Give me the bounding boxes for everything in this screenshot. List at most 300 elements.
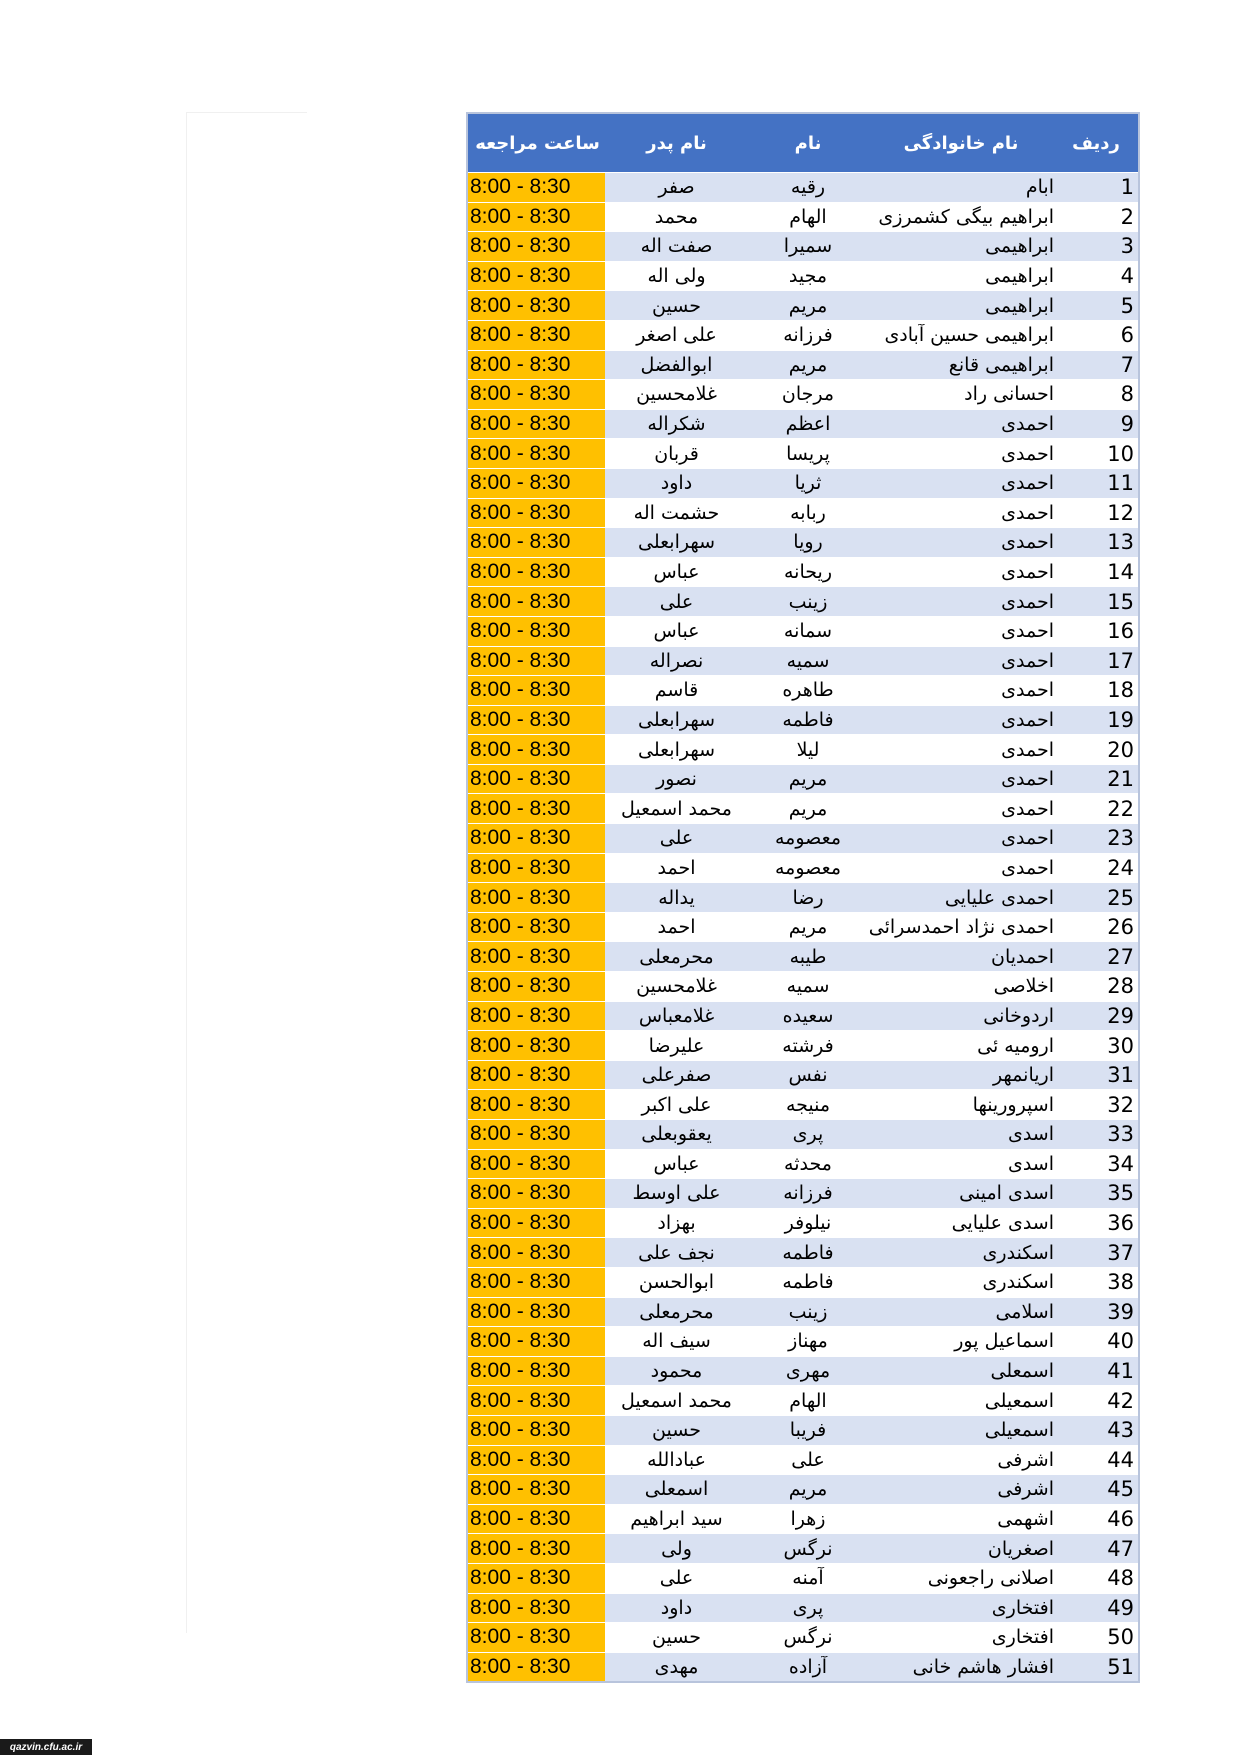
left-margin-strip — [186, 112, 307, 1633]
family-cell: ابراهیمی قانع — [948, 353, 1054, 376]
father-cell: عباس — [653, 561, 700, 584]
father-cell: اسمعلی — [644, 1478, 709, 1501]
table-row — [468, 350, 1138, 380]
name-cell: نرگس — [783, 1537, 833, 1560]
father-cell: علی اوسط — [632, 1182, 721, 1205]
time-cell: 8:00 - 8:30 — [468, 735, 605, 764]
family-cell: اشرفی — [997, 1478, 1054, 1501]
father-cell: سیف اله — [642, 1330, 711, 1353]
father-cell: نصراله — [649, 649, 704, 672]
family-cell: احمدی — [1001, 649, 1054, 672]
name-cell: فریبا — [789, 1419, 827, 1442]
name-cell: مریم — [788, 353, 828, 376]
father-cell: محمود — [650, 1360, 703, 1383]
row-number: 1 — [1120, 175, 1134, 200]
table-row — [468, 793, 1138, 823]
table-row — [468, 231, 1138, 261]
family-cell: اسدی — [1007, 1152, 1054, 1175]
name-cell: سمانه — [783, 620, 833, 643]
name-cell: مریم — [788, 1478, 828, 1501]
name-cell: زهرا — [790, 1508, 826, 1531]
row-number: 11 — [1107, 471, 1134, 496]
table-row — [468, 1652, 1138, 1682]
table-row — [468, 971, 1138, 1001]
name-cell: فرزانه — [783, 324, 833, 347]
father-cell: حسین — [652, 1626, 701, 1649]
appointment-table — [466, 112, 1140, 1683]
father-cell: بهزاد — [657, 1212, 696, 1235]
father-cell: نجف علی — [638, 1241, 715, 1264]
time-cell: 8:00 - 8:30 — [468, 1653, 605, 1682]
row-number: 19 — [1107, 707, 1134, 732]
family-cell: احمدی — [1001, 797, 1054, 820]
table-row — [468, 1030, 1138, 1060]
family-cell: اردوخانی — [983, 1004, 1054, 1027]
row-number: 43 — [1107, 1418, 1134, 1443]
time-cell: 8:00 - 8:30 — [468, 1238, 605, 1267]
time-cell: 8:00 - 8:30 — [468, 972, 605, 1001]
father-cell: علی — [659, 590, 694, 613]
table-row — [468, 616, 1138, 646]
time-cell: 8:00 - 8:30 — [468, 1120, 605, 1149]
table-row — [468, 1237, 1138, 1267]
time-cell: 8:00 - 8:30 — [468, 1298, 605, 1327]
family-cell: اسدی امینی — [959, 1182, 1054, 1205]
row-number: 42 — [1107, 1388, 1134, 1413]
father-cell: صفت اله — [640, 235, 713, 258]
table-row — [468, 912, 1138, 942]
father-cell: علی — [659, 1567, 694, 1590]
family-cell: احمدی نژاد احمدسرائی — [868, 916, 1054, 939]
name-cell: سعیده — [782, 1004, 834, 1027]
table-row — [468, 202, 1138, 232]
table-row — [468, 1593, 1138, 1623]
row-number: 29 — [1107, 1003, 1134, 1028]
family-cell: ابراهیمی — [985, 294, 1054, 317]
family-cell: ارومیه ئی — [977, 1034, 1054, 1057]
family-cell: اسدی علیایی — [951, 1212, 1054, 1235]
name-cell: منیجه — [785, 1093, 831, 1116]
father-cell: ولی — [661, 1537, 692, 1560]
table-row — [468, 557, 1138, 587]
name-cell: سمیه — [786, 649, 830, 672]
time-cell: 8:00 - 8:30 — [468, 617, 605, 646]
time-cell: 8:00 - 8:30 — [468, 203, 605, 232]
name-cell: فرشته — [782, 1034, 834, 1057]
time-cell: 8:00 - 8:30 — [468, 824, 605, 853]
name-cell: پریسا — [786, 442, 830, 465]
row-number: 9 — [1120, 412, 1134, 437]
father-cell: سهرابعلی — [637, 738, 716, 761]
father-cell: یداله — [658, 886, 695, 909]
table-row — [468, 1060, 1138, 1090]
time-cell: 8:00 - 8:30 — [468, 321, 605, 350]
time-cell: 8:00 - 8:30 — [468, 706, 605, 735]
row-number: 3 — [1120, 234, 1134, 259]
time-cell: 8:00 - 8:30 — [468, 351, 605, 380]
time-cell: 8:00 - 8:30 — [468, 528, 605, 557]
family-cell: اسپرورینها — [972, 1093, 1054, 1116]
father-cell: شکراله — [647, 413, 706, 436]
time-cell: 8:00 - 8:30 — [468, 1505, 605, 1534]
family-cell: ابراهیمی — [985, 235, 1054, 258]
family-cell: اسمعیلی — [984, 1389, 1054, 1412]
family-cell: احمدی — [1001, 442, 1054, 465]
family-cell: اسماعیل پور — [954, 1330, 1054, 1353]
time-cell: 8:00 - 8:30 — [468, 1002, 605, 1031]
name-cell: نرگس — [783, 1626, 833, 1649]
father-cell: صفرعلی — [641, 1064, 712, 1087]
row-number: 40 — [1107, 1329, 1134, 1354]
family-cell: احمدی علیایی — [944, 886, 1054, 909]
father-cell: غلامحسین — [636, 975, 717, 998]
time-cell: 8:00 - 8:30 — [468, 469, 605, 498]
family-cell: اریانمهر — [992, 1064, 1054, 1087]
row-number: 39 — [1107, 1299, 1134, 1324]
row-number: 13 — [1107, 530, 1134, 555]
father-cell: قربان — [654, 442, 699, 465]
father-cell: غلامعباس — [638, 1004, 715, 1027]
table-row — [468, 1089, 1138, 1119]
father-cell: مهدی — [654, 1655, 699, 1678]
row-number: 41 — [1107, 1359, 1134, 1384]
family-cell: افتخاری — [991, 1596, 1054, 1619]
row-number: 31 — [1107, 1063, 1134, 1088]
father-cell: صفر — [658, 176, 695, 199]
time-cell: 8:00 - 8:30 — [468, 173, 605, 202]
father-cell: ابوالفضل — [640, 353, 713, 376]
time-cell: 8:00 - 8:30 — [468, 794, 605, 823]
family-cell: احمدی — [1001, 620, 1054, 643]
family-cell: اسکندری — [982, 1241, 1054, 1264]
name-cell: لیلا — [796, 738, 820, 761]
family-cell: ابراهیم بیگی کشمرزی — [878, 205, 1054, 228]
name-cell: رقیه — [790, 176, 826, 199]
time-cell: 8:00 - 8:30 — [468, 587, 605, 616]
row-number: 44 — [1107, 1447, 1134, 1472]
family-cell: اشهمی — [997, 1508, 1054, 1531]
time-cell: 8:00 - 8:30 — [468, 380, 605, 409]
table-row — [468, 1385, 1138, 1415]
father-cell: ولی اله — [647, 265, 706, 288]
time-cell: 8:00 - 8:30 — [468, 942, 605, 971]
row-number: 6 — [1120, 323, 1134, 348]
father-cell: سهرابعلی — [637, 531, 716, 554]
time-cell: 8:00 - 8:30 — [468, 1327, 605, 1356]
family-cell: اخلاصی — [993, 975, 1054, 998]
father-cell: داود — [660, 1596, 693, 1619]
name-cell: اعظم — [785, 413, 831, 436]
time-cell: 8:00 - 8:30 — [468, 913, 605, 942]
name-cell: نیلوفر — [784, 1212, 832, 1235]
row-number: 10 — [1107, 441, 1134, 466]
father-cell: عباس — [653, 620, 700, 643]
family-cell: ابام — [1025, 176, 1054, 199]
time-cell: 8:00 - 8:30 — [468, 1446, 605, 1475]
row-number: 36 — [1107, 1211, 1134, 1236]
family-cell: احمدی — [1001, 590, 1054, 613]
father-cell: علی اصغر — [636, 324, 717, 347]
time-cell: 8:00 - 8:30 — [468, 676, 605, 705]
father-cell: محمد اسمعیل — [621, 797, 732, 820]
name-cell: سمیه — [786, 975, 830, 998]
father-cell: نصور — [656, 768, 697, 791]
family-cell: اصلانی راجعونی — [927, 1567, 1054, 1590]
family-cell: احمدی — [1001, 531, 1054, 554]
time-cell: 8:00 - 8:30 — [468, 1209, 605, 1238]
family-cell: احمدیان — [990, 945, 1054, 968]
table-row — [468, 705, 1138, 735]
name-cell: ربابه — [790, 501, 826, 524]
family-cell: ابراهیمی — [985, 265, 1054, 288]
row-number: 24 — [1107, 855, 1134, 880]
row-number: 34 — [1107, 1151, 1134, 1176]
table-row — [468, 1622, 1138, 1652]
header-time: ساعت مراجعه — [475, 132, 600, 154]
name-cell: آمنه — [792, 1567, 824, 1590]
table-row — [468, 409, 1138, 439]
name-cell: رضا — [792, 886, 824, 909]
family-cell: احمدی — [1001, 413, 1054, 436]
name-cell: فاطمه — [782, 1241, 834, 1264]
header-name: نام — [794, 132, 822, 154]
table-row — [468, 379, 1138, 409]
name-cell: طاهره — [782, 679, 834, 702]
header-row-no: ردیف — [1072, 132, 1120, 154]
time-cell: 8:00 - 8:30 — [468, 1475, 605, 1504]
row-number: 45 — [1107, 1477, 1134, 1502]
time-cell: 8:00 - 8:30 — [468, 1031, 605, 1060]
row-number: 2 — [1120, 204, 1134, 229]
name-cell: مریم — [788, 294, 828, 317]
family-cell: اسمعیلی — [984, 1419, 1054, 1442]
row-number: 51 — [1107, 1654, 1134, 1679]
row-number: 27 — [1107, 944, 1134, 969]
row-number: 30 — [1107, 1033, 1134, 1058]
row-number: 7 — [1120, 352, 1134, 377]
name-cell: سمیرا — [783, 235, 833, 258]
name-cell: فاطمه — [782, 1271, 834, 1294]
table-row — [468, 853, 1138, 883]
table-row — [468, 764, 1138, 794]
table-row — [468, 1149, 1138, 1179]
row-number: 26 — [1107, 915, 1134, 940]
row-number: 38 — [1107, 1270, 1134, 1295]
father-cell: محرمعلی — [639, 945, 714, 968]
row-number: 14 — [1107, 560, 1134, 585]
row-number: 25 — [1107, 885, 1134, 910]
table-row — [468, 468, 1138, 498]
family-cell: احمدی — [1001, 561, 1054, 584]
family-cell: احمدی — [1001, 768, 1054, 791]
name-cell: علی — [791, 1448, 825, 1471]
name-cell: زینب — [788, 590, 828, 613]
name-cell: پری — [792, 1596, 824, 1619]
table-row — [468, 1415, 1138, 1445]
father-cell: احمد — [657, 916, 696, 939]
table-row — [468, 1119, 1138, 1149]
row-number: 50 — [1107, 1625, 1134, 1650]
family-cell: ابراهیمی حسین آبادی — [884, 324, 1054, 347]
name-cell: نفس — [788, 1064, 828, 1087]
father-cell: قاسم — [654, 679, 699, 702]
name-cell: الهام — [789, 205, 827, 228]
father-cell: عباس — [653, 1152, 700, 1175]
table-row — [468, 527, 1138, 557]
table-row — [468, 1208, 1138, 1238]
father-cell: علی اکبر — [641, 1093, 712, 1116]
time-cell: 8:00 - 8:30 — [468, 1268, 605, 1297]
name-cell: آزاده — [788, 1655, 828, 1678]
name-cell: طیبه — [789, 945, 827, 968]
table-row — [468, 646, 1138, 676]
name-cell: محدثه — [784, 1152, 832, 1175]
row-number: 16 — [1107, 619, 1134, 644]
name-cell: معصومه — [775, 827, 841, 850]
family-cell: احمدی — [1001, 708, 1054, 731]
name-cell: فرزانه — [783, 1182, 833, 1205]
family-cell: اسمعلی — [990, 1360, 1054, 1383]
row-number: 12 — [1107, 500, 1134, 525]
father-cell: محمد اسمعیل — [621, 1389, 732, 1412]
row-number: 22 — [1107, 796, 1134, 821]
time-cell: 8:00 - 8:30 — [468, 765, 605, 794]
row-number: 20 — [1107, 737, 1134, 762]
table-row — [468, 290, 1138, 320]
name-cell: مریم — [788, 768, 828, 791]
name-cell: مریم — [788, 916, 828, 939]
father-cell: علیرضا — [648, 1034, 705, 1057]
table-body — [468, 172, 1138, 1681]
row-number: 35 — [1107, 1181, 1134, 1206]
table-row — [468, 1001, 1138, 1031]
name-cell: ریحانه — [784, 561, 832, 584]
table-row — [468, 1297, 1138, 1327]
name-cell: الهام — [789, 1389, 827, 1412]
table-row — [468, 261, 1138, 291]
father-cell: یعقوبعلی — [641, 1123, 712, 1146]
row-number: 4 — [1120, 264, 1134, 289]
father-cell: محمد — [654, 205, 699, 228]
table-row — [468, 1474, 1138, 1504]
table-row — [468, 1326, 1138, 1356]
table-row — [468, 941, 1138, 971]
time-cell: 8:00 - 8:30 — [468, 883, 605, 912]
father-cell: سید ابراهیم — [630, 1508, 723, 1531]
row-number: 8 — [1120, 382, 1134, 407]
time-cell: 8:00 - 8:30 — [468, 1357, 605, 1386]
family-cell: اسدی — [1007, 1123, 1054, 1146]
time-cell: 8:00 - 8:30 — [468, 1564, 605, 1593]
time-cell: 8:00 - 8:30 — [468, 1534, 605, 1563]
father-cell: ابوالحسن — [638, 1271, 715, 1294]
family-cell: افشار هاشم خانی — [912, 1655, 1054, 1678]
name-cell: مجید — [788, 265, 828, 288]
table-row — [468, 320, 1138, 350]
family-cell: افتخاری — [991, 1626, 1054, 1649]
table-row — [468, 498, 1138, 528]
row-number: 32 — [1107, 1092, 1134, 1117]
time-cell: 8:00 - 8:30 — [468, 232, 605, 261]
table-row — [468, 1356, 1138, 1386]
time-cell: 8:00 - 8:30 — [468, 854, 605, 883]
time-cell: 8:00 - 8:30 — [468, 1416, 605, 1445]
table-header — [468, 114, 1138, 172]
row-number: 5 — [1120, 293, 1134, 318]
time-cell: 8:00 - 8:30 — [468, 558, 605, 587]
name-cell: معصومه — [775, 856, 841, 879]
row-number: 33 — [1107, 1122, 1134, 1147]
time-cell: 8:00 - 8:30 — [468, 1150, 605, 1179]
name-cell: مهری — [785, 1360, 831, 1383]
name-cell: مهناز — [788, 1330, 828, 1353]
name-cell: مریم — [788, 797, 828, 820]
row-number: 17 — [1107, 648, 1134, 673]
father-cell: احمد — [657, 856, 696, 879]
time-cell: 8:00 - 8:30 — [468, 1594, 605, 1623]
header-father: نام پدر — [646, 132, 707, 154]
family-cell: احمدی — [1001, 501, 1054, 524]
row-number: 46 — [1107, 1507, 1134, 1532]
row-number: 18 — [1107, 678, 1134, 703]
name-cell: زینب — [788, 1300, 828, 1323]
father-cell: سهرابعلی — [637, 708, 716, 731]
family-cell: اصغریان — [987, 1537, 1054, 1560]
table-row — [468, 734, 1138, 764]
table-row — [468, 1504, 1138, 1534]
father-cell: حشمت اله — [633, 501, 720, 524]
table-row — [468, 1178, 1138, 1208]
row-number: 48 — [1107, 1566, 1134, 1591]
family-cell: اسکندری — [982, 1271, 1054, 1294]
row-number: 47 — [1107, 1536, 1134, 1561]
table-row — [468, 1563, 1138, 1593]
family-cell: اسلامی — [995, 1300, 1054, 1323]
row-number: 28 — [1107, 974, 1134, 999]
name-cell: فاطمه — [782, 708, 834, 731]
table-row — [468, 586, 1138, 616]
father-cell: غلامحسین — [636, 383, 717, 406]
name-cell: مرجان — [781, 383, 835, 406]
row-number: 21 — [1107, 767, 1134, 792]
father-cell: داود — [660, 472, 693, 495]
time-cell: 8:00 - 8:30 — [468, 1386, 605, 1415]
time-cell: 8:00 - 8:30 — [468, 291, 605, 320]
family-cell: احمدی — [1001, 856, 1054, 879]
time-cell: 8:00 - 8:30 — [468, 410, 605, 439]
time-cell: 8:00 - 8:30 — [468, 499, 605, 528]
family-cell: احمدی — [1001, 827, 1054, 850]
row-number: 23 — [1107, 826, 1134, 851]
table-row — [468, 438, 1138, 468]
row-number: 37 — [1107, 1240, 1134, 1265]
table-row — [468, 675, 1138, 705]
father-cell: حسین — [652, 294, 701, 317]
family-cell: احمدی — [1001, 472, 1054, 495]
name-cell: رویا — [793, 531, 823, 554]
row-number: 49 — [1107, 1595, 1134, 1620]
table-row — [468, 1533, 1138, 1563]
time-cell: 8:00 - 8:30 — [468, 262, 605, 291]
table-row — [468, 1445, 1138, 1475]
table-row — [468, 172, 1138, 202]
time-cell: 8:00 - 8:30 — [468, 439, 605, 468]
family-cell: احمدی — [1001, 738, 1054, 761]
time-cell: 8:00 - 8:30 — [468, 1061, 605, 1090]
time-cell: 8:00 - 8:30 — [468, 647, 605, 676]
father-cell: علی — [659, 827, 694, 850]
family-cell: احمدی — [1001, 679, 1054, 702]
